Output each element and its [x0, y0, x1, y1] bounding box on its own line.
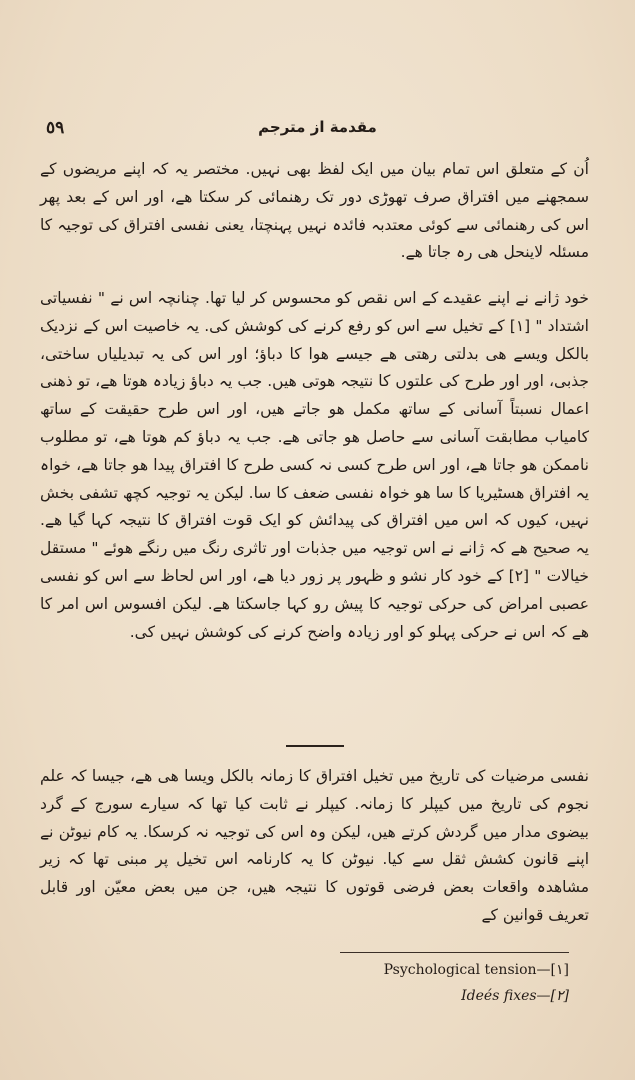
running-head: مقدمة از مترجم — [258, 118, 377, 136]
page-header — [40, 118, 595, 148]
paragraph-2 — [40, 285, 589, 646]
paragraph-text: اُن کے متعلق اس تمام بیان میں ایک لفظ بھی نہیں. مختصر یہ کہ اپنے مریضوں کے سمجھنے میں افتراق صرف تھوڑی دور تک رهنمائی کر سکتا ھے، اور اس کے بعد پھر اس کی رهنمائی سے کوئی معتدبہ فائدہ نہیں پہنچتا، یعنی نفسی افتراق کی توجیہ کا مسئلہ لاینحل ھی رہ جاتا ھے. — [40, 160, 589, 262]
footnote-1: Psychological tension—[۱] — [383, 962, 569, 978]
section-divider — [286, 745, 344, 747]
page-number: ٥٩ — [46, 118, 65, 138]
footnote-rule — [340, 952, 569, 953]
footnote-2: Ideés fixes—[۲] — [461, 988, 569, 1004]
paragraph-3 — [40, 763, 589, 930]
paragraph-text: خود ژانے نے اپنے عقیدے کے اس نقص کو محسوس کر لیا تھا. چنانچہ اس نے " نفسیاتی اشتداد " [۱] کے تخیل سے اس کو رفع کرنے کی کوشش کی. یہ خاصیت اس کے نزدیک بالکل ویسے ھی بدلتی رهتی ھے جیسے ھوا کا دباؤ؛ اور اس کی یہ تبدیلیاں ساختی، جذبی، اور اور طرح کی علتوں کا نتیجہ ھوتی ھیں. جب یہ دباؤ زیادہ ھوتا ھے، تو ذهنی اعمال نسبتاً آسانی کے ساتھ مکمل ھو جاتے ھیں، اور اس طرح حقیقت کے ساتھ کامیاب مطابقت آسانی سے حاصل ھو جاتی ھے. جب یہ دباؤ کم ھوتا ھے، تو مطلوب ناممکن ھو جاتا ھے، اور اس طرح کسی نہ کسی طرح کا افتراق پیدا ھو جاتا ھے، خواہ یہ افتراق هسٹیریا کا سا ھو خواہ نفسی ضعف کا سا. لیکن یہ توجیہ کچھ تشفی بخش نہیں، کیوں کہ اس میں افتراق کی پیدائش کو ایک قوت افتراق کا نتیجہ کہا گیا ھے. یہ صحیح ھے کہ ژانے نے اس توجیہ میں جذبات اور تاثری رنگ میں رنگے ھوئے " مستقل خیالات " [۲] کے خود کار نشو و ظہور پر زور دیا ھے، اور اس لحاظ سے اس کو نفسی عصبی امراض کی حرکی توجیہ کا پیش رو کہا جاسکتا ھے. لیکن افسوس اس امر کا ھے کہ اس نے حرکی پہلو کو اور زیادہ واضح کرنے کی کوشش نہیں کی. — [40, 289, 589, 641]
paragraph-1 — [40, 156, 589, 267]
paragraph-text: نفسی مرضیات کی تاریخ میں تخیل افتراق کا زمانہ بالکل ویسا ھی ھے، جیسا کہ علم نجوم کی تاریخ میں کیپلر کا زمانہ. کیپلر نے ثابت کیا تھا کہ سیارے سورج کے گرد بیضوی مدار میں گردش کرتے ھیں، لیکن وہ اس کی توجیہ نہ کرسکا. یہ کام نیوٹن نے اپنے قانون کشش ثقل سے کیا. نیوٹن کا یہ کارنامہ اس تخیل پر مبنی تھا کہ زیر مشاهدہ واقعات بعض فرضی قوتوں کا نتیجہ ھیں، جن میں بعض معیّن اور قابل تعریف قوانین کے — [40, 767, 589, 924]
footnotes — [300, 952, 569, 1009]
